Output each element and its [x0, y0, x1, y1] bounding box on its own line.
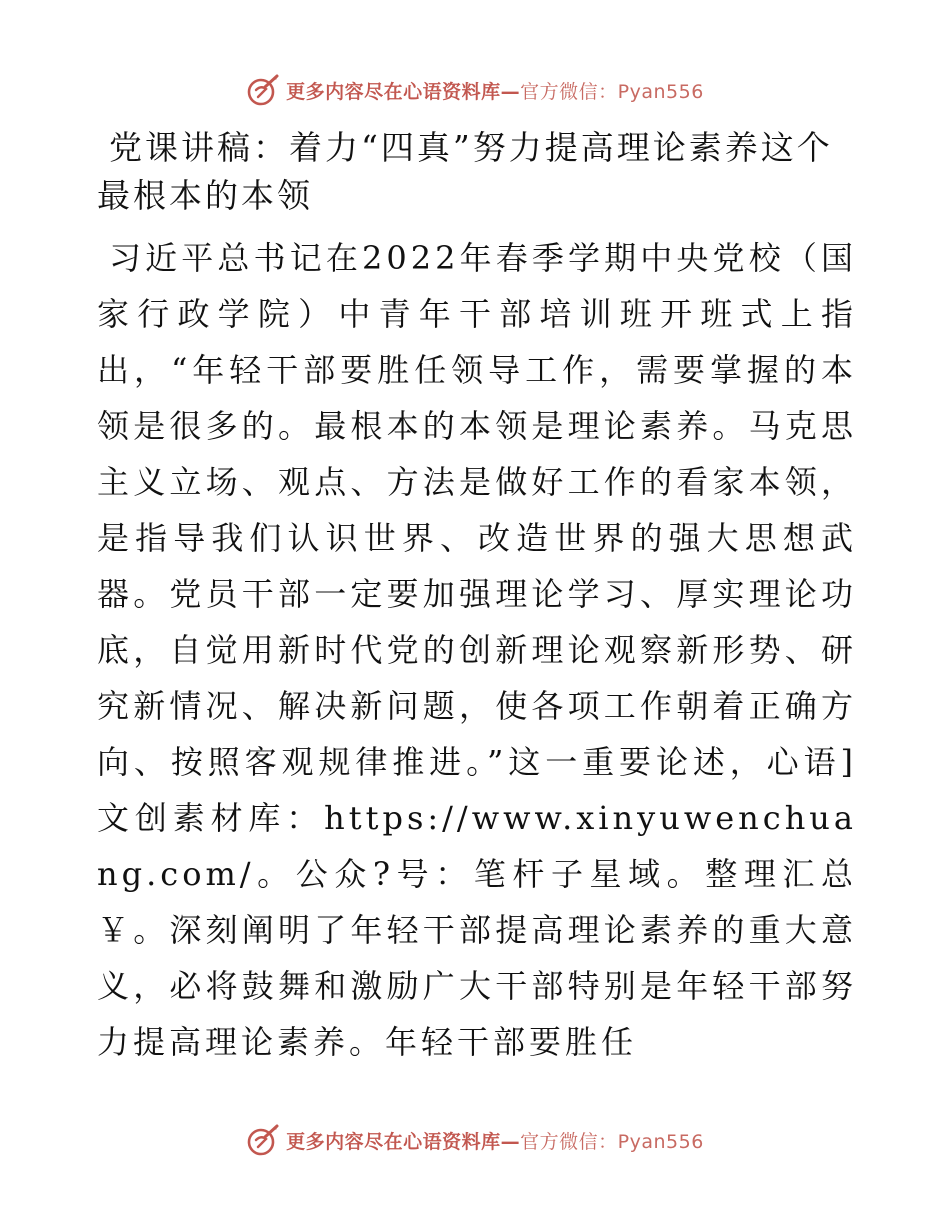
footer-watermark-banner: [0, 1120, 950, 1160]
footer-banner-main: 更多内容尽在心语资料库: [286, 1130, 501, 1153]
footer-banner-dash: —: [500, 1130, 521, 1153]
pen-logo-icon: [246, 73, 280, 107]
document-content: [97, 124, 857, 1070]
document-body-paragraph: 习近平总书记在2022年春季学期中央党校（国家行政学院）中青年干部培训班开班式上指出，“年轻干部要胜任领导工作，需要掌握的本领是很多的。最根本的本领是理论素养。马克思主义立场、观点、方法是做好工作的看家本领，是指导我们认识世界、改造世界的强大思想武器。党员干部一定要加强理论学习、厚实理论功底，自觉用新时代党的创新理论观察新形势、研究新情况、解决新问题，使各项工作朝着正确方向、按照客观规律推进。”这一重要论述，心语]文创素材库：https://www.xinyuwenchuang.com/。公众?号：笔杆子星域。整理汇总￥。深刻阐明了年轻干部提高理论素养的重大意义，必将鼓舞和激励广大干部特别是年轻干部努力提高理论素养。年轻干部要胜任: [97, 239, 857, 1061]
header-banner-text: [286, 77, 704, 104]
document-title: 党课讲稿：着力“四真”努力提高理论素养这个最根本的本领: [97, 128, 833, 215]
header-banner-main: 更多内容尽在心语资料库: [286, 80, 501, 103]
footer-banner-contact: 官方微信：Pyan556: [520, 1130, 704, 1153]
pen-logo-icon: [246, 1123, 280, 1157]
footer-banner-text: [286, 1127, 704, 1154]
header-watermark-banner: [0, 70, 950, 110]
header-banner-dash: —: [500, 80, 521, 103]
header-banner-contact: 官方微信：Pyan556: [520, 80, 704, 103]
